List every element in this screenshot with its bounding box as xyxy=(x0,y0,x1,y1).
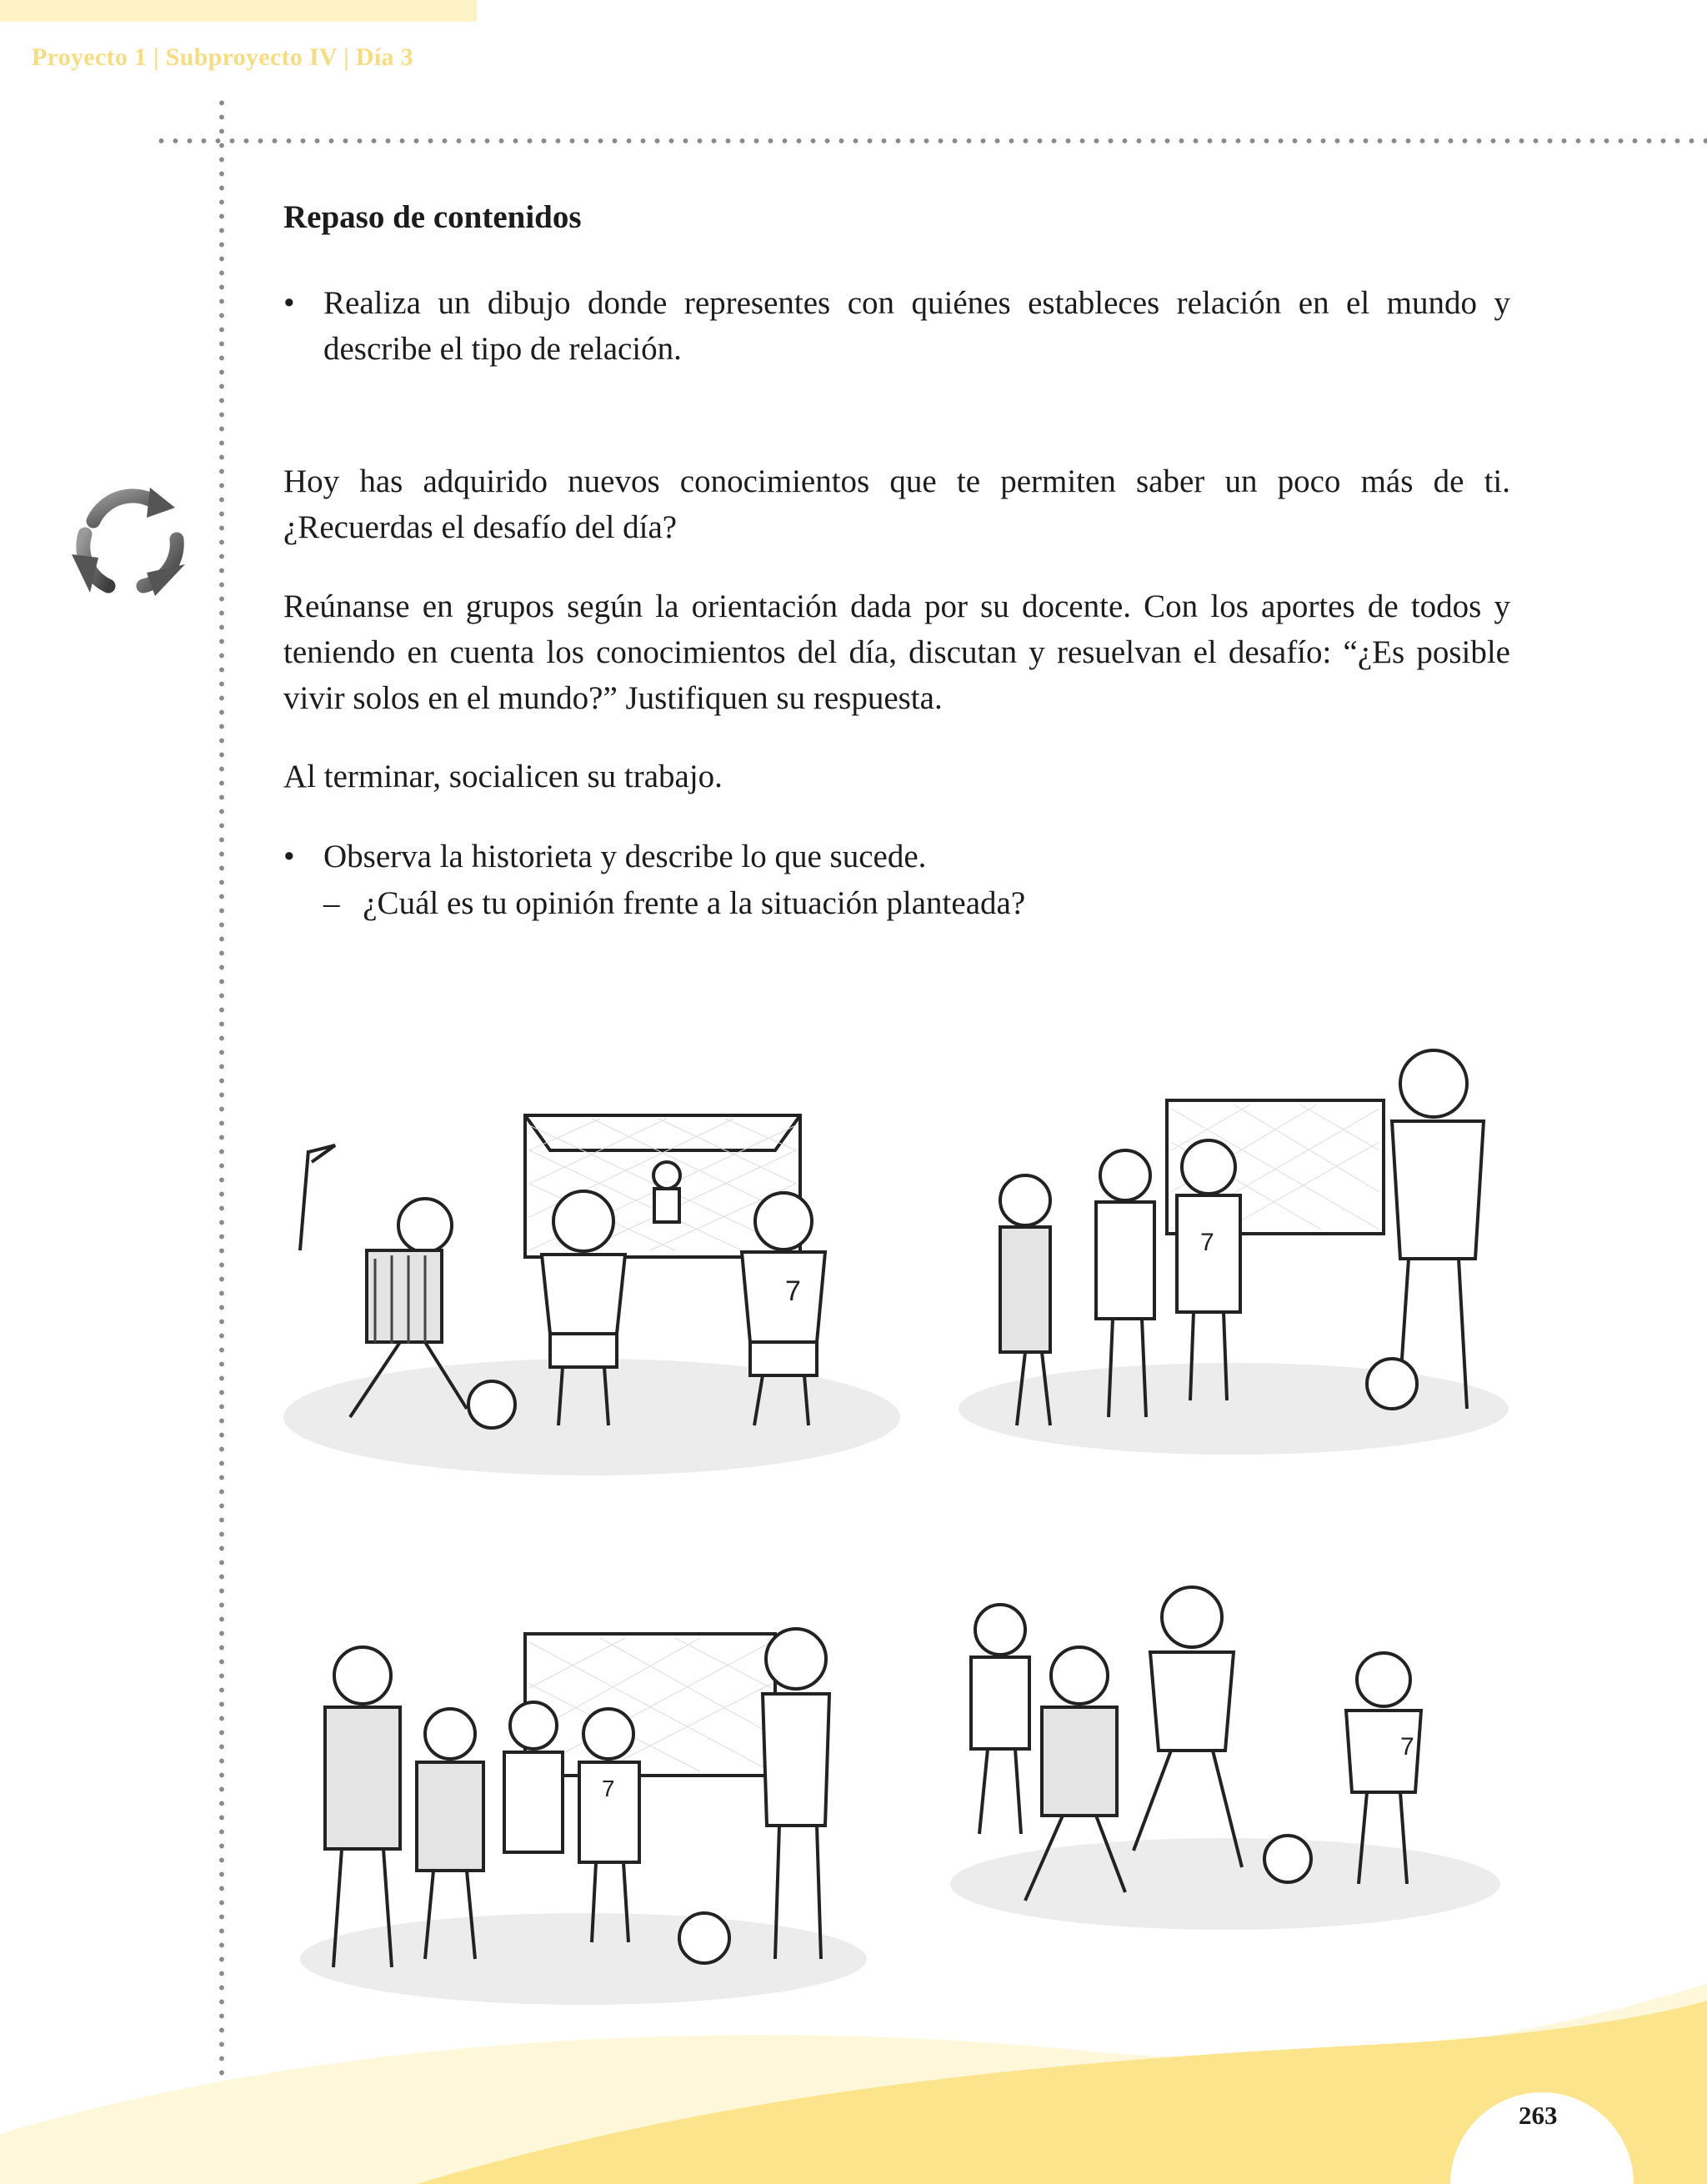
jersey-number: 7 xyxy=(785,1275,801,1307)
bullet-symbol: • xyxy=(283,285,295,321)
bullet-item-2 xyxy=(283,834,1510,879)
comic-panel-2 xyxy=(959,1034,1509,1467)
jersey-number: 7 xyxy=(1200,1229,1214,1256)
page-number: 263 xyxy=(1519,2101,1558,2130)
bullet-symbol: • xyxy=(283,839,295,874)
paragraph-1: Hoy has adquirido nuevos conocimientos que te permiten saber un poco más de ti. ¿Recuerdas el desafío del día? xyxy=(283,463,1510,545)
header-title: Proyecto 1 | Subproyecto IV | Día 3 xyxy=(32,43,413,71)
bullet-item-2-text: Observa la historieta y describe lo que sucede. xyxy=(323,839,927,874)
sub-item xyxy=(323,880,1025,926)
footer-wave xyxy=(0,1984,1707,2184)
paragraph-2: Reúnanse en grupos según la orientación dada por su docente. Con los aportes de todos y teniendo en cuenta los conocimientos del día, discutan y resuelvan el desafío: “¿Es posible vivir solos en el mundo?” Justifiquen su respuesta. xyxy=(283,589,1510,716)
jersey-number: 7 xyxy=(1400,1733,1414,1761)
dash-symbol: – xyxy=(323,885,340,921)
header-band xyxy=(0,0,477,22)
horizontal-dotted-divider xyxy=(154,138,1707,144)
jersey-number: 7 xyxy=(602,1776,615,1801)
paragraph-3: Al terminar, socialicen su trabajo. xyxy=(283,759,723,794)
section-heading: Repaso de contenidos xyxy=(283,199,582,235)
comic-panel-1 xyxy=(275,1100,909,1484)
vertical-dotted-divider xyxy=(218,96,225,2184)
bullet-item-1 xyxy=(283,280,1510,372)
bullet-item-1-text: Realiza un dibujo donde representes con quiénes estableces relación en el mundo y describe el tipo de relación. xyxy=(323,285,1510,367)
recycle-arrows-icon xyxy=(60,471,200,611)
comic-panel-3 xyxy=(283,1609,867,2009)
comic-panel-4 xyxy=(925,1584,1509,1951)
sub-item-text: ¿Cuál es tu opinión frente a la situación planteada? xyxy=(363,885,1026,921)
